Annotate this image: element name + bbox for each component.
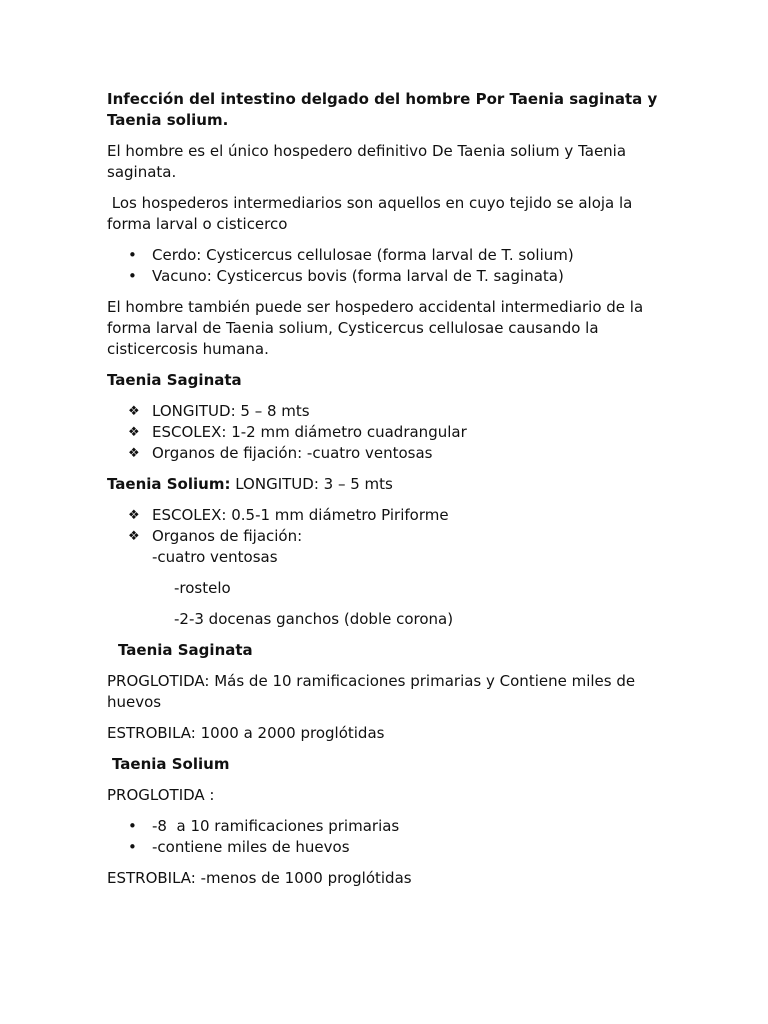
paragraph-saginata-estrobila: ESTROBILA: 1000 a 2000 proglótidas [107, 724, 385, 742]
bullet-icon: • [128, 838, 137, 856]
list-item-text: ESCOLEX: 1-2 mm diámetro cuadrangular [152, 423, 467, 441]
list-item [107, 816, 672, 837]
list-item-text: Cerdo: Cysticercus cellulosae (forma larval de T. solium) [152, 246, 574, 264]
list-item-text: -8 a 10 ramificaciones primarias [152, 817, 400, 835]
paragraph-saginata-proglotida: PROGLOTIDA: Más de 10 ramificaciones primarias y Contiene miles de huevos [107, 672, 636, 711]
sub-item-ganchos: -2-3 docenas ganchos (doble corona) [174, 610, 454, 628]
diamond-bullet-icon: ❖ [128, 529, 140, 544]
solium-features-list [107, 505, 672, 568]
solium-length-text: LONGITUD: 3 – 5 mts [230, 475, 393, 493]
hosts-list [107, 245, 672, 287]
list-item-text: LONGITUD: 5 – 8 mts [152, 402, 310, 420]
list-item-text: Organos de fijación: [152, 527, 303, 545]
saginata-features-list [107, 401, 672, 464]
document-title: Infección del intestino delgado del hombre Por Taenia saginata y Taenia solium. [107, 90, 658, 129]
list-item [107, 245, 672, 266]
list-item-text: Organos de fijación: -cuatro ventosas [152, 444, 433, 462]
bullet-icon: • [128, 817, 137, 835]
document-page [107, 89, 672, 899]
list-item [107, 837, 672, 858]
sub-item-cuatro-ventosas: -cuatro ventosas [152, 548, 278, 566]
list-item [107, 422, 672, 443]
bullet-icon: • [128, 267, 137, 285]
list-item [107, 505, 672, 526]
paragraph-solium-length [107, 474, 672, 495]
diamond-bullet-icon: ❖ [128, 425, 140, 440]
heading-taenia-saginata: Taenia Saginata [107, 371, 242, 389]
list-item-text: Vacuno: Cysticercus bovis (forma larval de T. saginata) [152, 267, 564, 285]
list-item [107, 401, 672, 422]
diamond-bullet-icon: ❖ [128, 508, 140, 523]
list-item [107, 526, 672, 568]
diamond-bullet-icon: ❖ [128, 404, 140, 419]
paragraph-solium-proglotida: PROGLOTIDA : [107, 786, 215, 804]
diamond-bullet-icon: ❖ [128, 446, 140, 461]
paragraph-intermediate-hosts: Los hospederos intermediarios son aquellos en cuyo tejido se aloja la forma larval o cisticerco [107, 194, 638, 233]
paragraph-solium-estrobila: ESTROBILA: -menos de 1000 proglótidas [107, 869, 412, 887]
list-item [107, 266, 672, 287]
heading-taenia-solium-2: Taenia Solium [112, 755, 230, 773]
bullet-icon: • [128, 246, 137, 264]
solium-proglotida-list [107, 816, 672, 858]
sub-item-rostelo: -rostelo [174, 579, 231, 597]
paragraph-accidental-host: El hombre también puede ser hospedero accidental intermediario de la forma larval de Taenia solium, Cysticercus cellulosae causando la cisticercosis humana. [107, 298, 644, 358]
heading-taenia-saginata-2: Taenia Saginata [118, 641, 253, 659]
list-item [107, 443, 672, 464]
paragraph-definitive-host: El hombre es el único hospedero definitivo De Taenia solium y Taenia saginata. [107, 142, 627, 181]
list-item-text: -contiene miles de huevos [152, 838, 350, 856]
list-item-text: ESCOLEX: 0.5-1 mm diámetro Piriforme [152, 506, 449, 524]
heading-taenia-solium: Taenia Solium: [107, 475, 231, 493]
